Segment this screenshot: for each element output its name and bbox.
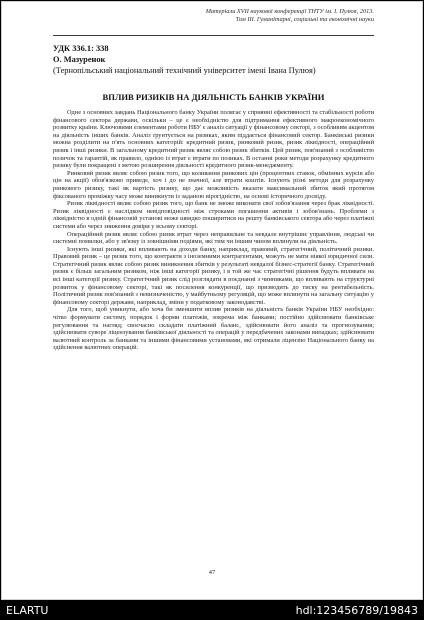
header-line-2: Том ІІІ. Гуманітарні, соціальні та економічні науки [235,15,374,23]
author-name: О. Мазуренок [53,55,106,64]
author-affiliation: (Тернопільський національний технічний університет імені Івана Пулюя) [53,66,316,75]
paragraph: Ризик ліквідності являє собою ризик того, що банк не зможе виконати свої зобов'язання через брак ліквідності. Ризик ліквідності є наслідком невідповідності між строками погашення активів і зобов'язань. Проблеми з ліквідністю в одній фінансовій установі може швидко поширитися на решту банківського сектора або через платіжні системи або через зниження довіри у всьому секторі. [53,200,374,230]
article-title: ВПЛИВ РИЗИКІВ НА ДІЯЛЬНІСТЬ БАНКІВ УКРАЇНИ [102,92,325,102]
paragraph: Одне з основних завдань Національного банку України полягає у сприянні ефективності та стабільності роботи фінансового сектора держави, оскільки – це є необхідністю для підтримання ефективного макроекономічного розвитку країни. Ключовими елементами роботи НБУ є аналіз ситуації у фінансовому секторі, з особливим акцентом на діяльність інших банків. Аналіз ґрунтується на ризиках, яким піддається фінансовий сектор. Банківські ризики можна розділити на п'ять основних категорій: кредитний ризик, ринковий ризик, ризик ліквідності, операційний ризик і інші ризики. В загальному кредитний ризик являє собою ризик збитків. Цей ризик, пов'язаний з особливістю позичок та гарантій, як правило, однією із втрат є втрати по позиках. В останні роки методи розрахунку кредитного ризику були покращені з метою розширення діяльності кредитного ризик-менеджменту. [53,109,374,170]
header-divider [53,35,374,36]
paragraph: Операційний ризик являє собою ризик втрат через неправильне та невдале внутрішнє управління, людські чи системні помилки, або у зв'язку із зовнішніми подіями, які тим чи іншим чином вплинули на діяльність. [53,230,374,246]
repository-label: ELARTU [6,604,49,617]
paragraph: Ринковий ризик являє собою ризик того, що коливання ринкових цін (процентних ставок, обмінних курсів або цін на акції) обов'язково приведе, хоч і до не значної, але втрати коштів. Існують різні методи для розрахунку ринкового ризику, такі як вартість ризику, що дає можливість вказати максимальний збиток який протягом фіксованого проміжку часу може виникнути із заданою вірогідністю, на основі історичного досвіду. [53,169,374,200]
running-header [44,8,374,24]
handle-id: hdl:123456789/19843 [295,604,418,617]
watermark-bar [0,600,424,620]
udc-code: УДК 336.1: 338 [53,44,109,53]
paragraph: Для того, щоб уникнути, або хоча би зменшити вплив ризиків на діяльність банків України НБУ необхідно: чітко формувати систему, порядок і форми платежів, зокрема між банками; постійно здійснювати банківське регулювання та нагляд; своєчасно складати платіжний баланс, здійснювати його аналіз та прогнозування; здійснювати суворе ліцензування банківської діяльності та операцій у передбачених законами випадках; здійснювати валютний контроль за банками та іншими фінансовими установами, які отримали ліцензію Національного банку на здійснення валютних операцій. [53,306,374,352]
article-body [53,109,374,352]
document-page [1,1,423,600]
paragraph: Існують інші ризики, які впливають на доходи банку, наприклад, правовий, стратегічний, політичний ризики. Правовий ризик – це ризик того, що контракти з іноземними контрагентами, можуть не мати ніякої юридичної сили. Стратегічний ризик являє собою ризик виникнення збитків у результаті невдалої бізнес-стратегії банку. Стратегічний ризик є більш загальним ризиком, ніж інші категорії ризику, і в той же час стратегічні рішення будуть впливати на всі інші категорії ризику. Стратегічний ризик слід розглядати в поєднанні з чинниками, що впливають на структурні розвиток у фінансовому секторі, такі як посилення конкуренції, що призводить до тиску на рентабельність. Політичний ризик пов'язаний з невизначеністю, у майбутньому регуляцій, що може вплинути на загальну ситуацію у фінансовому секторі держави, наприклад, зміни у податковому законодавстві. [53,245,374,306]
page-number: 47 [208,569,216,576]
header-line-1: Матеріали XVІІ наукової конференції ТНТУ ім. І. Пулюя, 2013. [205,8,374,15]
